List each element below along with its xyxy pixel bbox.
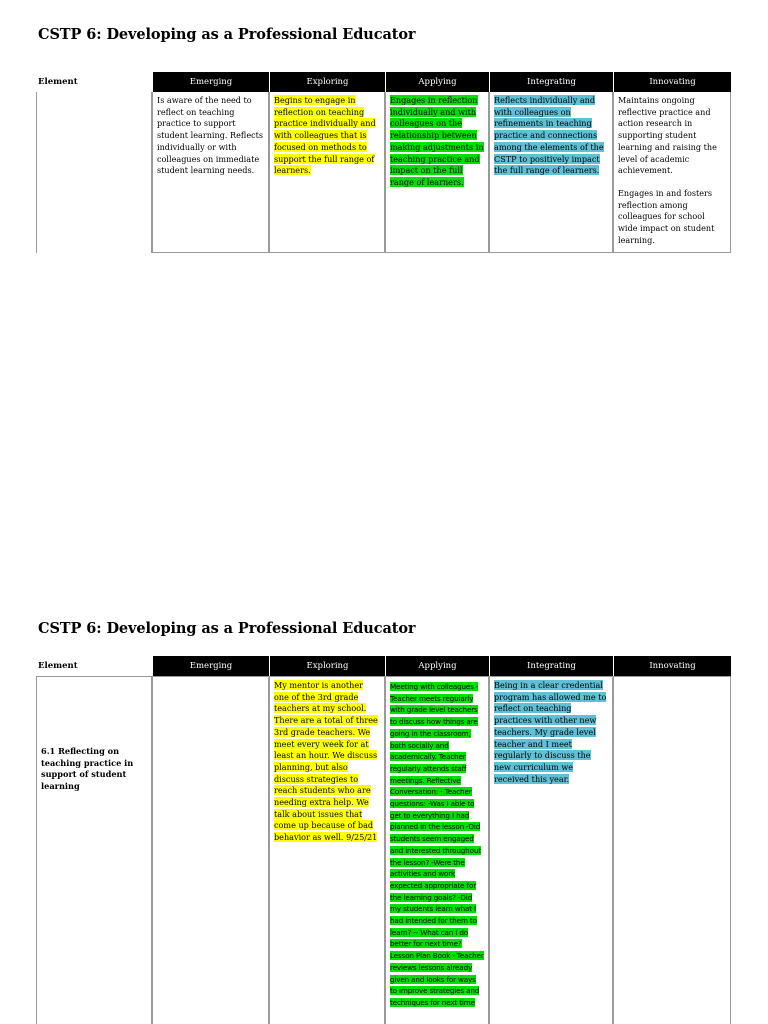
- exploring-evidence: My mentor is another one of the 3rd grade teachers at my school. There are a total of three 3rd grade teachers. We meet every week for at least an hour. We discuss planning, but also discuss strategies to reach students who are needing extra help. We talk about issues that come up because of bad behavior as well. 9/25/21: [274, 680, 378, 843]
- innovating-cell: [613, 92, 731, 253]
- header-element: Element: [38, 77, 78, 87]
- header-integrating: Integrating: [489, 72, 613, 92]
- innovating-cell: [613, 676, 731, 1024]
- emerging-cell: [152, 92, 269, 253]
- header-applying: Applying: [385, 656, 489, 676]
- element-cell: [36, 676, 152, 1024]
- applying-text: Engages in reflection individually and with colleagues on the relationship between making adjustments in teaching practice and impact on the full range of learners.: [390, 95, 484, 187]
- header-innovating: Innovating: [613, 656, 731, 676]
- header-integrating: Integrating: [489, 656, 613, 676]
- header-innovating: Innovating: [613, 72, 731, 92]
- page-title: CSTP 6: Developing as a Professional Educator: [38, 620, 416, 637]
- cstp-rubric-table: [36, 72, 731, 253]
- page-title: CSTP 6: Developing as a Professional Educator: [38, 26, 416, 43]
- element-label: 6.1 Reflecting on teaching practice in support of student learning: [41, 746, 134, 792]
- header-element: Element: [38, 661, 78, 671]
- applying-evidence: Meeting with colleagues - Teacher meets regularly with grade level teachers to discuss how things are going in the classroom, both socially and academically. Teacher regularly attends staff meetings. Reflective Conversation: - Teacher questions: -Was I able to get to everything I had planned in the lesson -Did students seem engaged and interested throughout the lesson? -Were the activities and work expected appropriate for the learning goals? -Did my students learn what I had intended for them to learn? -- What can I do better for next time? Lesson Plan Book - Teacher reviews lessons already given and looks for ways to improve strategies and techniques for next time: [390, 682, 484, 1007]
- exploring-text: Begins to engage in reflection on teaching practice individually and with colleagues that is focused on methods to support the full range of learners.: [274, 95, 376, 176]
- integrating-evidence: Being in a clear credential program has allowed me to reflect on teaching practices with other new teachers. My grade level teacher and I meet regularly to discuss the new curriculum we received this year.: [494, 680, 607, 784]
- cstp-evidence-table: [36, 656, 731, 1024]
- innovating-text-2: Engages in and fosters reflection among colleagues for school wide impact on student learning.: [618, 187, 715, 245]
- innovating-text-1: Maintains ongoing reflective practice and action research in supporting student learning and raising the level of academic achievement.: [618, 95, 717, 176]
- exploring-cell: [269, 676, 385, 1024]
- element-cell: [36, 92, 152, 253]
- emerging-cell: [152, 676, 269, 1024]
- integrating-cell: [489, 92, 613, 253]
- exploring-cell: [269, 92, 385, 253]
- header-emerging: Emerging: [152, 656, 269, 676]
- integrating-text: Reflects individually and with colleagues on refinements in teaching practice and connections among the elements of the CSTP to positively impact the full range of learners.: [494, 95, 604, 176]
- integrating-cell: [489, 676, 613, 1024]
- header-exploring: Exploring: [269, 656, 385, 676]
- header-exploring: Exploring: [269, 72, 385, 92]
- header-applying: Applying: [385, 72, 489, 92]
- emerging-text: Is aware of the need to reflect on teaching practice to support student learning. Reflects individually or with colleagues on immediate student learning needs.: [157, 95, 264, 176]
- applying-cell: [385, 676, 489, 1024]
- applying-cell: [385, 92, 489, 253]
- header-emerging: Emerging: [152, 72, 269, 92]
